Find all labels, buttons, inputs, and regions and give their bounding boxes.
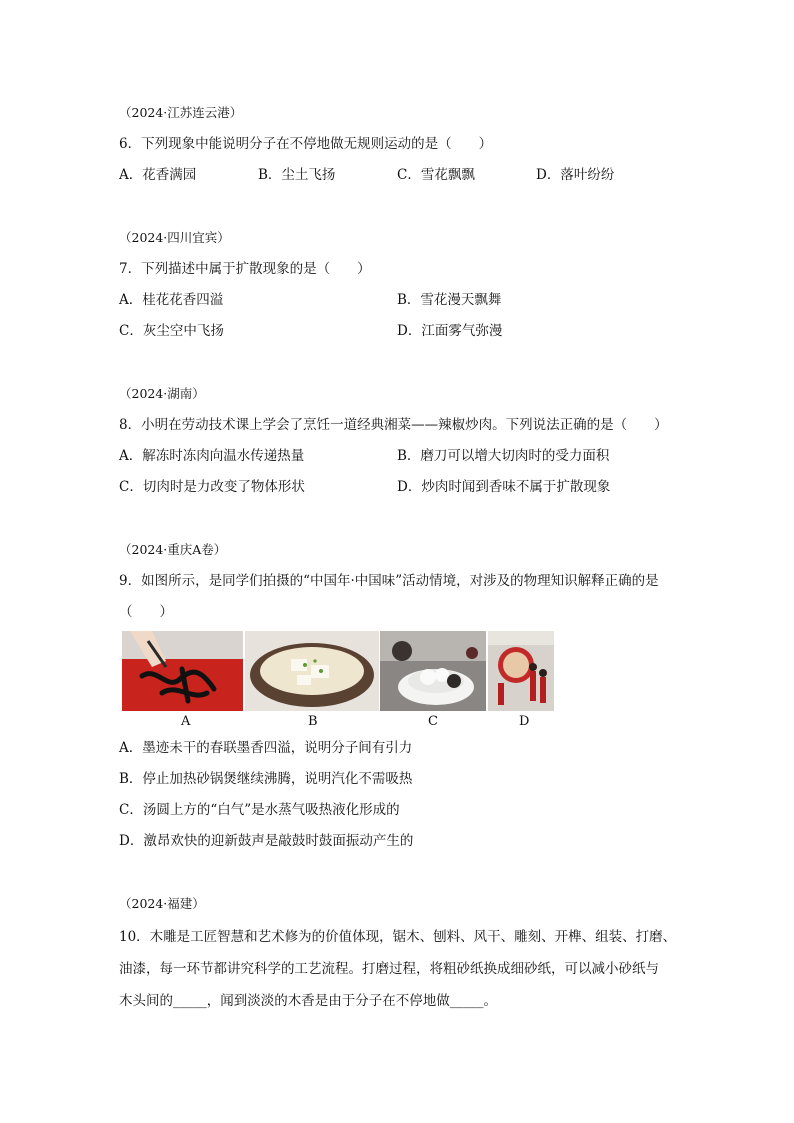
figure-b-soup-pot-photo	[245, 631, 379, 711]
question-8-option-d: D．炒肉时闻到香味不属于扩散现象	[397, 479, 611, 495]
figure-label-a: A	[181, 714, 191, 729]
question-8-stem: 8．小明在劳动技术课上学会了烹饪一道经典湘菜——辣椒炒肉。下列说法正确的是（ ）	[119, 417, 668, 433]
figure-label-d: D	[519, 714, 530, 729]
figure-label-b: B	[308, 714, 318, 729]
question-10-source: （2024·福建）	[119, 896, 205, 911]
question-8-source: （2024·湖南）	[119, 386, 205, 401]
question-9-option-b: B．停止加热砂锅煲继续沸腾，说明汽化不需吸热	[119, 771, 413, 787]
figure-a-calligraphy-photo	[122, 631, 243, 711]
question-9-stem: 9．如图所示，是同学们拍摄的“中国年·中国味”活动情境，对涉及的物理知识解释正确的是	[119, 573, 659, 589]
question-9-source: （2024·重庆A卷）	[119, 542, 227, 557]
question-8-option-c: C．切肉时是力改变了物体形状	[119, 479, 305, 495]
figure-c-tangyuan-photo	[380, 631, 486, 711]
question-10-line-2: 油漆，每一环节都讲究科学的工艺流程。打磨过程，将粗砂纸换成细砂纸，可以减小砂纸与	[119, 961, 659, 977]
figure-d-drum-photo	[488, 631, 554, 711]
question-7-source: （2024·四川宜宾）	[119, 230, 230, 245]
question-6-source: （2024·江苏连云港）	[119, 105, 243, 120]
question-6-option-a: A．花香满园	[119, 167, 197, 183]
question-7-option-b: B．雪花漫天飘舞	[397, 292, 502, 308]
question-7-option-c: C．灰尘空中飞扬	[119, 323, 224, 339]
question-9-option-a: A．墨迹未干的春联墨香四溢，说明分子间有引力	[119, 740, 413, 756]
question-7-stem: 7．下列描述中属于扩散现象的是（ ）	[119, 261, 371, 277]
question-7-option-a: A．桂花花香四溢	[119, 292, 224, 308]
question-6-option-b: B．尘土飞扬	[258, 167, 336, 183]
question-10-line-3: 木头间的_____，闻到淡淡的木香是由于分子在不停地做_____。	[119, 993, 497, 1009]
question-9-stem-cont: （ ）	[119, 604, 173, 620]
question-10-line-1: 10．木雕是工匠智慧和艺术修为的价值体现，锯木、刨料、风干、雕刻、开榫、组装、打磨、	[119, 929, 677, 945]
question-6-option-d: D．落叶纷纷	[536, 167, 615, 183]
question-6-option-c: C．雪花飘飘	[397, 167, 475, 183]
question-6-stem: 6．下列现象中能说明分子在不停地做无规则运动的是（ ）	[119, 136, 493, 152]
figure-label-c: C	[428, 714, 438, 729]
question-8-option-a: A．解冻时冻肉向温水传递热量	[119, 448, 305, 464]
question-9-option-d: D．激昂欢快的迎新鼓声是敲鼓时鼓面振动产生的	[119, 833, 414, 849]
question-8-option-b: B．磨刀可以增大切肉时的受力面积	[397, 448, 610, 464]
question-7-option-d: D．江面雾气弥漫	[397, 323, 503, 339]
question-9-option-c: C．汤圆上方的“白气”是水蒸气吸热液化形成的	[119, 802, 400, 818]
